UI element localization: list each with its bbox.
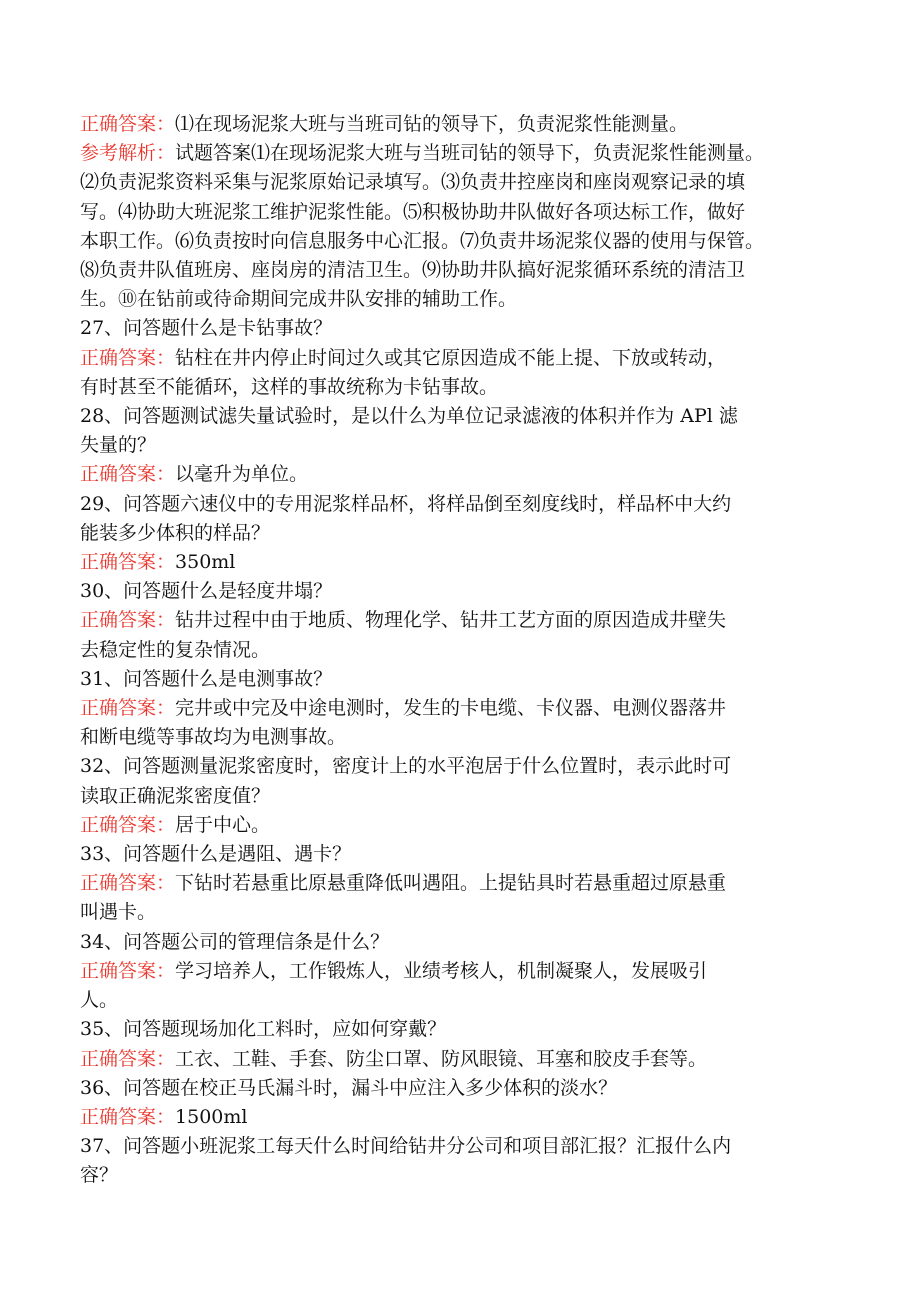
question-36: 36、问答题在校正马氏漏斗时，漏斗中应注入多少体积的淡水？ — [80, 1076, 618, 1099]
answer-text: 钻井过程中由于地质、物理化学、钻井工艺方面的原因造成井壁失 — [175, 609, 727, 632]
answer-33 — [80, 869, 840, 898]
question-28: 28、问答题测试滤失量试验时，是以什么为单位记录滤液的体积并作为 APl 滤 — [80, 405, 738, 428]
answer-label: 正确答案： — [80, 813, 176, 836]
answer-31-cont: 和断电缆等事故均为电测事故。 — [80, 726, 347, 749]
answer-label: 正确答案： — [80, 872, 176, 895]
question-33: 33、问答题什么是遇阻、遇卡？ — [80, 843, 352, 866]
question-35: 35、问答题现场加化工料时，应如何穿戴？ — [80, 1018, 447, 1041]
answer-text: 居于中心。 — [175, 813, 271, 836]
intro-analysis-first — [80, 139, 840, 168]
answer-text: 学习培养人，工作锻炼人，业绩考核人，机制凝聚人，发展吸引 — [175, 959, 708, 982]
answer-33-cont: 叫遇卡。 — [80, 901, 157, 924]
answer-text: 钻柱在井内停止时间过久或其它原因造成不能上提、下放或转动， — [175, 346, 727, 369]
answer-text: 350ml — [175, 551, 236, 574]
question-32-cont: 读取正确泥浆密度值？ — [80, 784, 271, 807]
answer-27 — [80, 344, 840, 373]
document-page — [80, 110, 840, 1191]
question-37-cont: 容？ — [80, 1164, 119, 1187]
answer-29 — [80, 548, 840, 577]
answer-27-cont: 有时甚至不能循环，这样的事故统称为卡钻事故。 — [80, 375, 499, 398]
question-30: 30、问答题什么是轻度井塌？ — [80, 580, 333, 603]
answer-35 — [80, 1045, 840, 1074]
answer-label: 正确答案： — [80, 1105, 176, 1128]
question-32: 32、问答题测量泥浆密度时，密度计上的水平泡居于什么位置时，表示此时可 — [80, 755, 732, 778]
intro-answer — [80, 110, 840, 139]
analysis-line: 本职工作。⑹负责按时向信息服务中心汇报。⑺负责井场泥浆仪器的使用与保管。 — [80, 229, 765, 252]
question-37: 37、问答题小班泥浆工每天什么时间给钻井分公司和项目部汇报？汇报什么内 — [80, 1135, 732, 1158]
answer-36 — [80, 1103, 840, 1132]
answer-label: 正确答案： — [80, 551, 176, 574]
answer-text: ⑴在现场泥浆大班与当班司钻的领导下，负责泥浆性能测量。 — [175, 113, 689, 135]
analysis-line: 写。⑷协助大班泥浆工维护泥浆性能。⑸积极协助井队做好各项达标工作，做好 — [80, 200, 746, 223]
answer-text: 1500ml — [175, 1105, 248, 1128]
answer-text: 下钻时若悬重比原悬重降低叫遇阻。上提钻具时若悬重超过原悬重 — [175, 872, 727, 895]
answer-text: 以毫升为单位。 — [175, 463, 309, 486]
question-29-cont: 能装多少体积的样品？ — [80, 521, 271, 544]
question-28-cont: 失量的？ — [80, 434, 157, 457]
answer-text: 完井或中完及中途电测时，发生的卡电缆、卡仪器、电测仪器落井 — [175, 697, 727, 720]
question-29: 29、问答题六速仪中的专用泥浆样品杯，将样品倒至刻度线时，样品杯中大约 — [80, 492, 732, 515]
answer-30 — [80, 606, 840, 635]
question-31: 31、问答题什么是电测事故？ — [80, 667, 333, 690]
analysis-line: ⑵负责泥浆资料采集与泥浆原始记录填写。⑶负责井控座岗和座岗观察记录的填 — [80, 171, 746, 194]
analysis-label: 参考解析： — [80, 142, 176, 165]
answer-28 — [80, 460, 840, 489]
answer-label: 正确答案： — [80, 113, 176, 135]
answer-34 — [80, 957, 840, 986]
question-27: 27、问答题什么是卡钻事故？ — [80, 317, 333, 340]
analysis-line: ⑻负责井队值班房、座岗房的清洁卫生。⑼协助井队搞好泥浆循环系统的清洁卫 — [80, 259, 746, 282]
answer-label: 正确答案： — [80, 959, 176, 982]
answer-label: 正确答案： — [80, 1047, 176, 1070]
analysis-line: 生。⑩在钻前或待命期间完成井队安排的辅助工作。 — [80, 288, 518, 311]
answer-text: 工衣、工鞋、手套、防尘口罩、防风眼镜、耳塞和胶皮手套等。 — [175, 1047, 708, 1070]
answer-31 — [80, 694, 840, 723]
answer-34-cont: 人。 — [80, 989, 119, 1012]
answer-label: 正确答案： — [80, 346, 176, 369]
answer-label: 正确答案： — [80, 609, 176, 632]
question-34: 34、问答题公司的管理信条是什么？ — [80, 930, 390, 953]
answer-label: 正确答案： — [80, 697, 176, 720]
answer-label: 正确答案： — [80, 463, 176, 486]
answer-30-cont: 去稳定性的复杂情况。 — [80, 638, 271, 661]
answer-32 — [80, 811, 840, 840]
analysis-text: 试题答案⑴在现场泥浆大班与当班司钻的领导下，负责泥浆性能测量。 — [175, 142, 765, 165]
